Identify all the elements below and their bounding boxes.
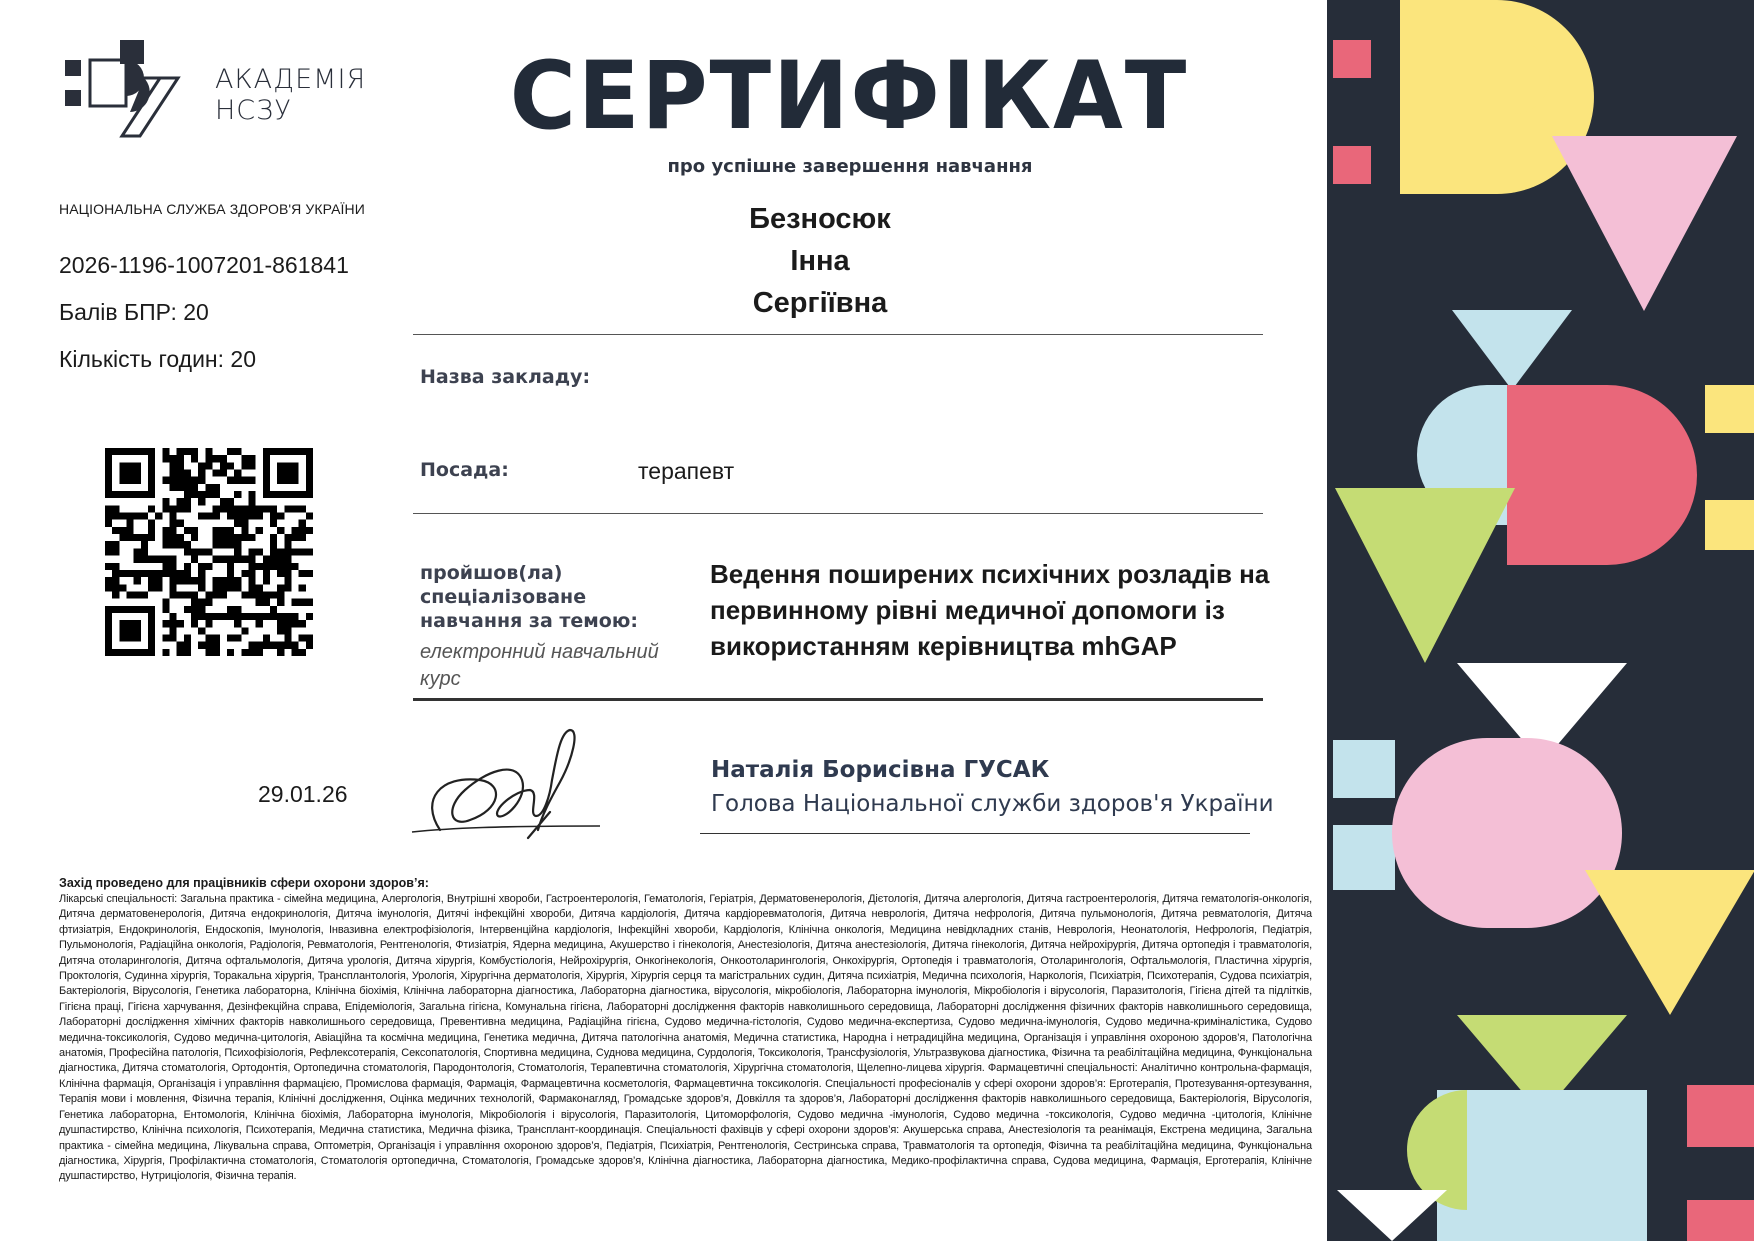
- course-theme: Ведення поширених психічних розладів на первинному рівні медичної допомоги із використанням керівництва mhGAP: [710, 559, 1270, 661]
- divider-thick: [413, 698, 1263, 701]
- divider: [413, 513, 1263, 514]
- logo-text: АКАДЕМІЯ НСЗУ: [215, 64, 367, 126]
- signer-name: Наталія Борисівна ГУСАК: [711, 757, 1050, 783]
- divider: [413, 334, 1263, 335]
- signature-line: [700, 833, 1250, 834]
- recipient-first-name: Інна: [790, 245, 850, 277]
- certificate-title: СЕРТИФІКАТ: [509, 42, 1189, 151]
- certificate-number: 2026-1196-1007201-861841: [59, 252, 349, 278]
- hours-count: Кількість годин: 20: [59, 346, 256, 372]
- qr-code-icon: [105, 448, 313, 656]
- signer-position: Голова Національної служби здоров'я України: [711, 791, 1274, 817]
- course-type: електронний навчальний курс: [420, 641, 659, 690]
- decorative-panel: [1327, 0, 1754, 1241]
- theme-label: пройшов(ла) спеціалізоване навчання за темою:: [420, 562, 638, 632]
- position-label: Посада:: [420, 459, 509, 481]
- recipient-surname: Безносюк: [749, 203, 891, 235]
- position-value: терапевт: [638, 458, 735, 484]
- recipient-patronymic: Сергіївна: [752, 287, 888, 319]
- certificate-subtitle: про успішне завершення навчання: [667, 156, 1033, 177]
- issuer-organization: НАЦІОНАЛЬНА СЛУЖБА ЗДОРОВ'Я УКРАЇНИ: [59, 201, 365, 217]
- footer-specialties: Лікарські спеціальності: Загальна практика - сімейна медицина, Алергологія, Внутрішні хвороби, Гастроентерологія, Гематологія, Геріатрія, Дерматовенерологія, Дієтологія, Дитяча алергологія, Дитяча гастроентерологія, Дитяча гематологія-онкологія, Дитяча дерматовенерологія, Дитяча ендокринологія, Дитяча імунологія, Дитячі інфекційні хвороби, Дитяча кардіологія, Дитяча кардіоревматологія, Дитяча неврологія, Дитяча нефрологія, Дитяча пульмонологія, Дитяча ревматологія, Дитяча фтизіатрія, Ендокринологія, Ендоскопія, Імунологія, Інвазивна електрофізіологія, Інтервенційна кардіологія, Інфекційні хвороби, Кардіологія, Клінічна онкологія, Медицина невідкладних станів, Неврологія, Неонатологія, Нефрологія, Педіатрія, Пульмонологія, Радіаційна онкологія, Радіологія, Ревматологія, Рентгенологія, Фтизіатрія, Ядерна медицина, Акушерство і гінекологія, Анестезіологія, Дитяча анестезіологія, Дитяча гінекологія, Дитяча нейрохірургія, Дитяча ортопедія і травматологія, Дитяча отоларингологія, Дитяча офтальмологія, Дитяча урологія, Дитяча хірургія, Комбустіологія, Нейрохірургія, Онкогінекологія, Онкоотоларингологія, Онкохірургія, Ортопедія і травматологія, Отоларингологія, Офтальмологія, Пластична хірургія, Проктологія, Судинна хірургія, Торакальна хірургія, Трансплантологія, Урологія, Хірургічна дерматологія, Хірургія, Хірургія серця та магістральних судин, Дитяча психіатрія, Медична психологія, Наркологія, Психіатрія, Психотерапія, Судова психіатрія, Бактеріологія, Вірусологія, Генетика лабораторна, Клінічна біохімія, Клінічна лабораторна діагностика, Лабораторна діагностика, вірусологія, мікробіологія, Лабораторна імунологія, Мікробіологія і вірусологія, Паразитологія, Гігієна дітей та підлітків, Гігієна праці, Гігієна харчування, Дезінфекційна справа, Епідеміологія, Загальна гігієна, Комунальна гігієна, Лабораторні дослідження факторів навколишнього середовища, Лабораторні дослідження фізичних факторів навколишнього середовища, Лабораторні дослідження хімічних факторів навколишнього середовища, Превентивна медицина, Радіаційна гігієна, Судово медична-гістологія, Судово медична-експертиза, Судово медична-імунологія, Судово медична-криміналістика, Судово медична-токсикологія, Судово медична-цитологія, Авіаційна та космічна медицина, Генетика медична, Дитяча патологічна анатомія, Медична статистика, Народна і нетрадиційна медицина, Організація і управління охороною здоров’я, Патологічна анатомія, Професійна патологія, Психофізіологія, Рефлексотерапія, Сексопатологія, Спортивна медицина, Суднова медицина, Сурдологія, Токсикологія, Трансфузіологія, Ультразвукова діагностика, Фізична та реабілітаційна медицина, Функціональна діагностика, Дитяча стоматологія, Ортодонтія, Ортопедична стоматологія, Пародонтологія, Стоматологія, Терапевтична стоматологія, Хірургічна стоматологія, Щелепно-лицева хірургія. Фармацевтичні спеціальності: Аналітично контрольна-фармація, Клінічна фармація, Організація і управління фармацією, Промислова фармація, Фармація, Фармацевтична косметологія, Фармацевтична токсикологія. Спеціальності професіоналів у сфері охорони здоров’я: Ерготерапія, Протезування-ортезування, Терапія мови і мовлення, Фізична терапія, Клінічні дослідження, Оцінка медичних технологій, Фармаконагляд, Громадське здоров’я, Довкілля та здоров’я, Лабораторні дослідження факторів навколишнього середовища, Бактеріологія, Вірусологія, Генетика лабораторна, Ентомологія, Клінічна біохімія, Лабораторна імунологія, Мікробіологія і вірусологія, Паразитологія, Цитоморфологія, Судово медична -імунологія, Судово медична -токсикологія, Судово медична -цитологія, Клінічне душпастирство, Клінічна психологія, Психотерапія, Медична статистика, Медична фізика, Трансплант-координація. Спеціальності фахівців у сфері охорони здоров’я: Акушерська справа, Анестезіологія та реанімація, Екстрена медицина, Загальна практика - сімейна медицина, Лікувальна справа, Оптометрія, Організація і управління охороною здоров’я, Педіатрія, Психіатрія, Рентгенологія, Сестринська справа, Травматологія та ортопедія, Фізична та реабілітаційна медицина, Функціональна діагностика, Хірургія, Профілактична стоматологія, Стоматологія ортопедична, Стоматологія, Громадське здоров’я, Клінічна діагностика, Лабораторна діагностика, Медико-профілактична справа, Судова медицина, Фармація, Ерготерапія, Клінічне душпастирство, Нутриціологія, Фізична терапія.: [59, 893, 1312, 1183]
- bpr-points: Балів БПР: 20: [59, 299, 209, 325]
- institution-label: Назва закладу:: [420, 366, 591, 388]
- footer-heading: Захід проведено для працівників сфери охорони здоров’я:: [59, 876, 429, 890]
- issue-date: 29.01.26: [258, 781, 348, 807]
- signature-image: [410, 720, 640, 850]
